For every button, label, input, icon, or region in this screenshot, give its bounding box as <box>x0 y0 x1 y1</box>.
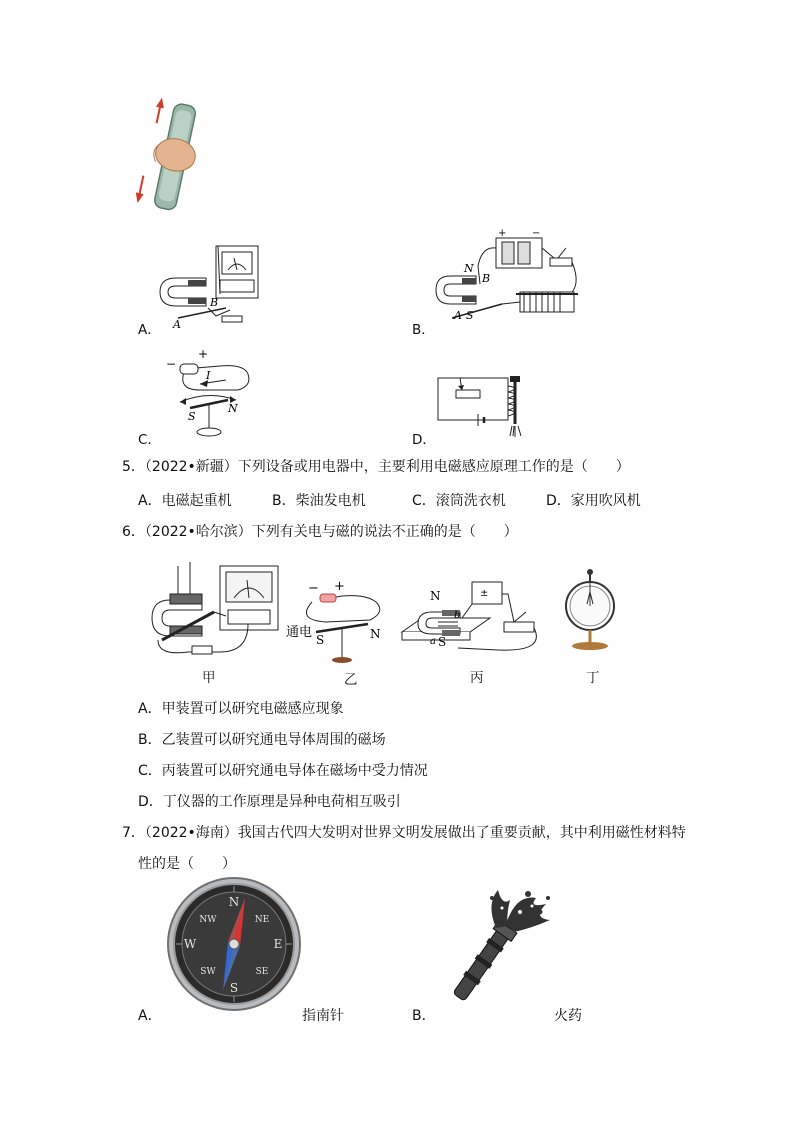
q7-option-a-letter[interactable]: A． <box>138 1008 162 1024</box>
q4-option-b-letter[interactable]: B． <box>412 322 435 338</box>
q4c-current: I <box>206 369 211 382</box>
compass-w: W <box>183 937 197 951</box>
q5-option-c[interactable]: C．滚筒洗衣机 <box>412 493 506 509</box>
q6-yi-plus: + <box>334 579 345 594</box>
q6-label-jia: 甲 <box>202 670 216 686</box>
q4b-pole-n: N <box>464 262 474 275</box>
q5-option-a[interactable]: A．电磁起重机 <box>138 493 232 509</box>
q6-label-yi: 乙 <box>344 672 358 688</box>
q6-figure-yi <box>286 578 388 664</box>
q4-figure-a <box>158 240 263 332</box>
q6-bing-a: a <box>430 636 436 647</box>
q4-figure-d <box>434 374 534 440</box>
compass-image <box>166 876 302 1012</box>
q6-figure-jia <box>148 560 283 660</box>
q6-yi-n: N <box>370 627 381 641</box>
gunpowder-fire-lance-image <box>436 884 556 1014</box>
q6-label-ding: 丁 <box>586 670 600 686</box>
q4c-pole-n: N <box>228 402 238 415</box>
q6-figure-ding <box>560 568 620 652</box>
q6-bing-s: S <box>438 635 447 649</box>
q7-stem-line2: 性的是（ ） <box>138 856 236 872</box>
compass-nw: NW <box>199 915 217 925</box>
compass-se: SE <box>255 967 269 977</box>
q6-figure-bing <box>398 578 546 660</box>
q7-option-b-caption: 火药 <box>554 1008 582 1024</box>
q6-option-a[interactable]: A．甲装置可以研究电磁感应现象 <box>138 701 344 717</box>
q6-bing-b: b <box>454 610 461 621</box>
q4b-pole-s: S <box>466 309 474 322</box>
compass-s: S <box>229 981 239 995</box>
q7-stem-line1: 7．（2022•海南）我国古代四大发明对世界文明发展做出了重要贡献，其中利用磁性材料特 <box>122 825 686 841</box>
q6-label-bing: 丙 <box>470 670 484 686</box>
q4b-pole-b: B <box>482 272 491 285</box>
compass-e: E <box>273 937 283 951</box>
q6-option-c[interactable]: C．丙装置可以研究通电导体在磁场中受力情况 <box>138 763 428 779</box>
q6-option-b[interactable]: B．乙装置可以研究通电导体周围的磁场 <box>138 732 386 748</box>
q4-option-a-letter[interactable]: A． <box>138 322 161 338</box>
q4b-minus: − <box>532 228 541 239</box>
q5-stem: 5．（2022•新疆）下列设备或用电器中，主要利用电磁感应原理工作的是（ ） <box>122 459 630 475</box>
q6-yi-tongdian: 通电 <box>286 625 313 640</box>
q4-option-d-letter[interactable]: D． <box>412 432 436 448</box>
compass-ne: NE <box>254 915 270 925</box>
q4b-plus: + <box>498 228 507 239</box>
q4-option-c-letter[interactable]: C． <box>138 432 161 448</box>
q4a-pole-a: A <box>173 318 181 331</box>
q4b-pole-a: A <box>454 309 462 322</box>
q4-figure-c <box>160 346 256 440</box>
q5-option-d[interactable]: D．家用吹风机 <box>546 493 641 509</box>
q6-yi-minus: − <box>308 581 319 596</box>
q4a-pole-b: B <box>210 296 219 309</box>
q6-bing-n: N <box>430 589 441 603</box>
compass-n: N <box>228 895 240 909</box>
q6-stem: 6．（2022•哈尔滨）下列有关电与磁的说法不正确的是（ ） <box>122 524 518 540</box>
compass-sw: SW <box>200 967 216 977</box>
shake-flashlight-image <box>140 100 212 215</box>
q4c-plus: + <box>198 347 209 361</box>
q4-figure-b <box>432 226 582 332</box>
q5-option-b[interactable]: B．柴油发电机 <box>272 493 366 509</box>
q7-option-b-letter[interactable]: B． <box>412 1008 436 1024</box>
q4c-pole-s: S <box>188 410 196 423</box>
q6-option-d[interactable]: D．丁仪器的工作原理是异种电荷相互吸引 <box>138 794 401 810</box>
q6-yi-s: S <box>316 633 325 647</box>
svg-text:±: ± <box>480 588 489 599</box>
q7-option-a-caption: 指南针 <box>302 1008 344 1024</box>
q4c-minus: − <box>166 357 177 371</box>
